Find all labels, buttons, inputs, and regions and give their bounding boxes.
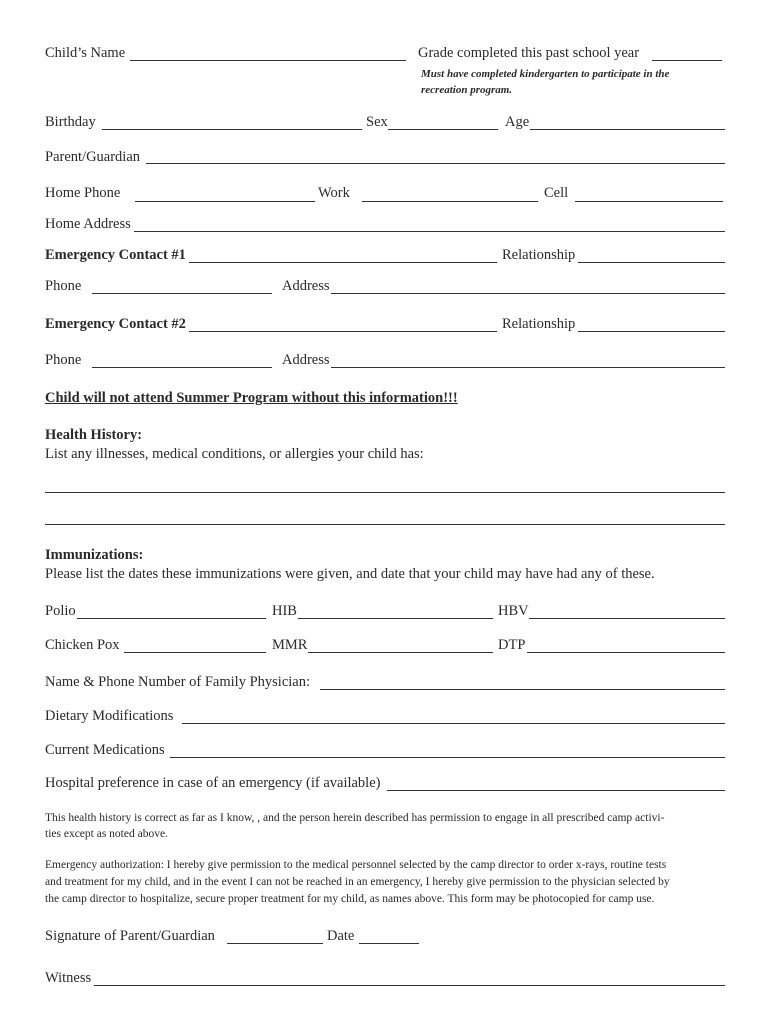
statement-line-2: ties except as noted above. <box>45 828 168 840</box>
health-history-line-2[interactable] <box>45 524 725 525</box>
emergency-1-address-label: Address <box>282 278 330 294</box>
witness-label: Witness <box>45 970 92 986</box>
parent-guardian-label: Parent/Guardian <box>45 149 141 165</box>
current-medications-field[interactable] <box>170 757 725 758</box>
grade-field[interactable] <box>652 60 722 61</box>
authorization-line-3: the camp director to hospitalize, secure proper treatment for my child, as names above. This form may be photocopied for camp use. <box>45 893 655 905</box>
age-field[interactable] <box>530 129 725 130</box>
relationship-2-field[interactable] <box>578 331 725 332</box>
date-label: Date <box>327 928 355 944</box>
work-phone-field[interactable] <box>362 201 538 202</box>
age-label: Age <box>505 114 530 130</box>
immunizations-instructions: Please list the dates these immunizations were given, and date that your child may have had any of these. <box>45 566 655 582</box>
health-history-line-1[interactable] <box>45 492 725 493</box>
emergency-contact-1-label: Emergency Contact #1 <box>45 247 186 263</box>
emergency-authorization-statement <box>45 857 735 908</box>
current-medications-label: Current Medications <box>45 742 165 758</box>
hospital-preference-label: Hospital preference in case of an emergency (if available) <box>45 775 381 791</box>
sex-label: Sex <box>366 114 388 130</box>
mmr-label: MMR <box>272 637 308 653</box>
birthday-label: Birthday <box>45 114 96 130</box>
emergency-1-address-field[interactable] <box>331 293 725 294</box>
polio-label: Polio <box>45 603 76 619</box>
family-physician-field[interactable] <box>320 689 725 690</box>
grade-label: Grade completed this past school year <box>418 45 640 61</box>
health-history-instructions: List any illnesses, medical conditions, or allergies your child has: <box>45 446 424 462</box>
date-field[interactable] <box>359 943 419 944</box>
relationship-1-label: Relationship <box>502 247 576 263</box>
emergency-2-address-label: Address <box>282 352 330 368</box>
work-label: Work <box>318 185 350 201</box>
dtp-label: DTP <box>498 637 526 653</box>
chicken-pox-date-field[interactable] <box>124 652 266 653</box>
chicken-pox-label: Chicken Pox <box>45 637 120 653</box>
emergency-1-phone-field[interactable] <box>92 293 272 294</box>
family-physician-label: Name & Phone Number of Family Physician: <box>45 674 310 690</box>
kindergarten-note-line2: recreation program. <box>421 84 513 96</box>
parent-guardian-field[interactable] <box>146 163 725 164</box>
home-address-field[interactable] <box>134 231 725 232</box>
emergency-2-phone-field[interactable] <box>92 367 272 368</box>
required-info-warning: Child will not attend Summer Program without this information!!! <box>45 390 458 406</box>
relationship-1-field[interactable] <box>578 262 725 263</box>
emergency-2-address-field[interactable] <box>331 367 725 368</box>
dietary-modifications-field[interactable] <box>182 723 725 724</box>
emergency-1-phone-label: Phone <box>45 278 82 294</box>
childs-name-field[interactable] <box>130 60 406 61</box>
relationship-2-label: Relationship <box>502 316 576 332</box>
hib-label: HIB <box>272 603 297 619</box>
cell-label: Cell <box>544 185 569 201</box>
emergency-contact-2-field[interactable] <box>189 331 497 332</box>
birthday-field[interactable] <box>102 129 362 130</box>
emergency-2-phone-label: Phone <box>45 352 82 368</box>
signature-field[interactable] <box>227 943 323 944</box>
emergency-contact-1-field[interactable] <box>189 262 497 263</box>
hib-date-field[interactable] <box>298 618 493 619</box>
home-phone-field[interactable] <box>135 201 315 202</box>
hospital-preference-field[interactable] <box>387 790 725 791</box>
emergency-contact-2-label: Emergency Contact #2 <box>45 316 186 332</box>
kindergarten-note-line1: Must have completed kindergarten to participate in the <box>421 68 670 80</box>
polio-date-field[interactable] <box>77 618 266 619</box>
statement-line-1: This health history is correct as far as I know, , and the person herein described has permission to engage in all prescribed camp activi- <box>45 812 665 824</box>
health-history-heading: Health History: <box>45 427 143 443</box>
hbv-label: HBV <box>498 603 529 619</box>
home-address-label: Home Address <box>45 216 131 232</box>
mmr-date-field[interactable] <box>308 652 493 653</box>
dtp-date-field[interactable] <box>527 652 725 653</box>
authorization-line-2: and treatment for my child, and in the event I can not be reached in an emergency, I hereby give permission to the physician selected by <box>45 876 670 888</box>
sex-field[interactable] <box>388 129 498 130</box>
health-history-statement <box>45 810 735 842</box>
home-phone-label: Home Phone <box>45 185 121 201</box>
childs-name-label: Child’s Name <box>45 45 126 61</box>
authorization-line-1: Emergency authorization: I hereby give permission to the medical personnel selected by the camp director to order x-rays, routine tests <box>45 859 667 871</box>
signature-label: Signature of Parent/Guardian <box>45 928 215 944</box>
immunizations-heading: Immunizations: <box>45 547 144 563</box>
dietary-modifications-label: Dietary Modifications <box>45 708 174 724</box>
hbv-date-field[interactable] <box>529 618 725 619</box>
cell-phone-field[interactable] <box>575 201 723 202</box>
witness-field[interactable] <box>94 985 725 986</box>
